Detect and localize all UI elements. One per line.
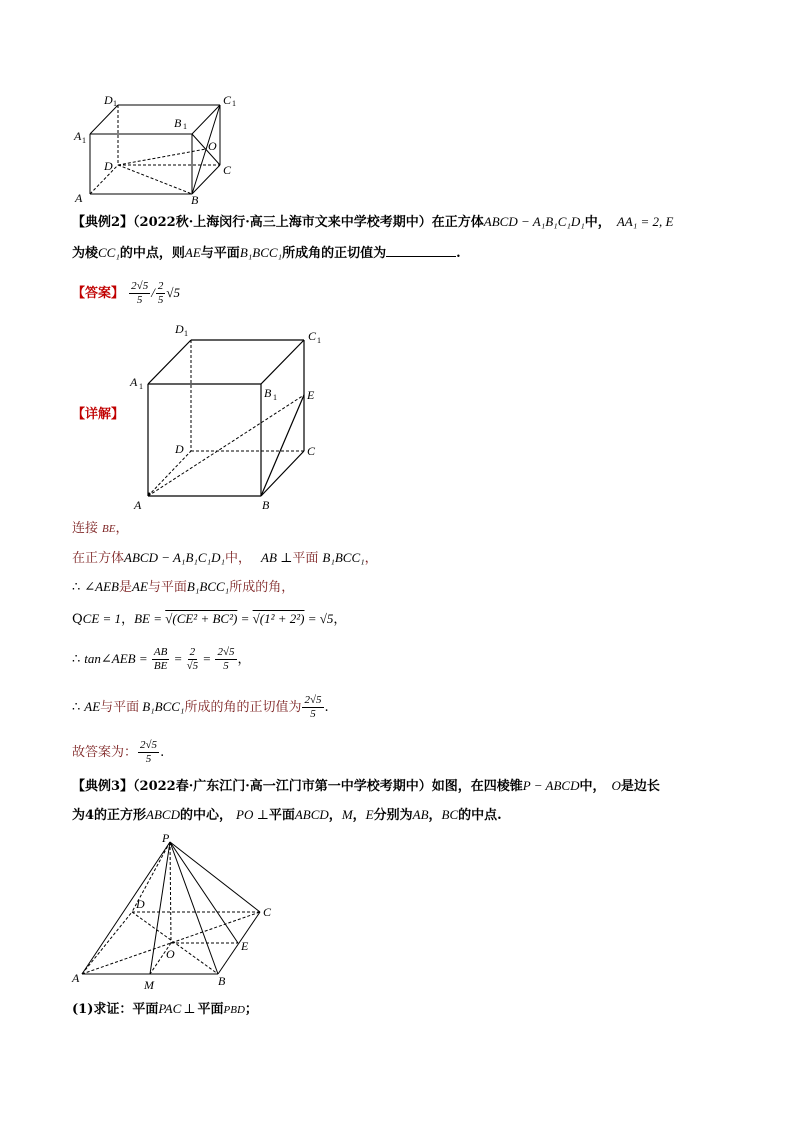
label-B: B — [262, 498, 270, 512]
label-A1: A — [74, 129, 82, 143]
label-M: M — [144, 978, 154, 992]
label-C: C — [263, 905, 272, 919]
answer-fraction: $\frac{2√5}{5}$ — [131, 280, 149, 306]
label-D: D — [136, 897, 145, 911]
example2-question-line1: 【典例2】（2022秋·上海闵行·高三上海市文来中学校考期中）在正方体ABCD − A₁B₁C₁D₁中， AA₁ = 2, E — [72, 214, 674, 230]
solution-line2: 在正方体ABCD − A₁B₁C₁D₁中， AB ⊥平面 B₁BCC₁， — [72, 550, 378, 566]
label-D1: D — [104, 93, 113, 107]
label-C1: C — [308, 329, 317, 343]
label-O: O — [166, 947, 175, 961]
detail-tag: 【详解】 — [72, 407, 125, 422]
example3-tag: 【典例3】 — [72, 779, 134, 794]
figure-prism — [70, 92, 250, 207]
solution-line6: ∴ AE与平面 B₁BCC₁所成的角的正切值为 $\frac{2√5}{5}$ . — [72, 694, 329, 720]
label-A: A — [72, 971, 80, 985]
solution-line5: ∴ tan∠AEB = $\frac{AB}{BE}$ = $\frac{2}{√5}$ = $\frac{2√5}{5}$ ， — [72, 646, 251, 672]
label-B1: B — [264, 386, 272, 400]
example2-answer: 【答案】 $\frac{2√5}{5}$ / $\frac{2}{5}$ √5 — [72, 280, 180, 306]
example2-source: （2022秋·上海闵行·高三上海市文来中学校考期中） — [133, 215, 432, 230]
label-C1: C — [223, 93, 232, 107]
svg-text:1: 1 — [183, 122, 187, 131]
label-B: B — [218, 974, 226, 988]
svg-text:1: 1 — [317, 336, 321, 345]
label-C: C — [307, 444, 316, 458]
solution-line4: QCE = 1，BE = √(CE² + BC²) = √(1² + 2²) = √5， — [72, 611, 347, 627]
example3-question-line1: 【典例3】（2022春·广东江门·高一江门市第一中学校考期中）如图，在四棱锥P − ABCD中， O是边长 — [72, 778, 660, 794]
label-O: O — [208, 139, 217, 153]
answer-fraction-alt: $\frac{2}{5}$ — [157, 280, 164, 306]
label-E: E — [307, 388, 315, 402]
label-D: D — [104, 159, 113, 173]
cube-diagram — [128, 318, 328, 513]
label-A: A — [134, 498, 142, 512]
solution-line7: 故答案为： $\frac{2√5}{5}$ . — [72, 739, 165, 765]
answer-tag: 【答案】 — [72, 286, 125, 301]
example3-source: （2022春·广东江门·高一江门市第一中学校考期中） — [133, 779, 432, 794]
svg-text:1: 1 — [82, 136, 86, 145]
label-B: B — [191, 193, 199, 207]
label-D1: D — [175, 322, 184, 336]
answer-blank — [386, 244, 456, 257]
example2-detail — [72, 405, 124, 425]
solution-line1: 连接 BE， — [72, 521, 129, 536]
svg-text:1: 1 — [232, 99, 236, 108]
svg-text:1: 1 — [273, 393, 277, 402]
example2-tag: 【典例2】 — [72, 215, 134, 230]
solution-line3: ∴ ∠AEB是AE与平面B₁BCC₁所成的角， — [72, 579, 295, 595]
label-A1: A — [130, 375, 138, 389]
label-D: D — [175, 442, 184, 456]
svg-text:1: 1 — [139, 382, 143, 391]
svg-text:1: 1 — [184, 329, 188, 338]
example3-question-line2: 为4的正方形ABCD的中心， PO ⊥平面ABCD，M，E分别为AB，BC的中点. — [72, 807, 502, 823]
svg-text:1: 1 — [113, 99, 117, 108]
label-A: A — [75, 191, 83, 205]
label-C: C — [223, 163, 232, 177]
example3-subquestion1: (1)求证：平面PAC ⊥ 平面PBD； — [72, 1001, 258, 1017]
example2-question-line2: 为棱CC₁的中点，则AE与平面B₁BCC₁所成角的正切值为 . — [72, 245, 461, 261]
pyramid-diagram — [70, 832, 285, 997]
label-E: E — [241, 939, 249, 953]
figure-pyramid — [70, 832, 285, 997]
label-P: P — [162, 831, 170, 845]
prism-diagram — [70, 92, 250, 207]
label-B1: B — [174, 116, 182, 130]
figure-cube — [128, 318, 328, 513]
